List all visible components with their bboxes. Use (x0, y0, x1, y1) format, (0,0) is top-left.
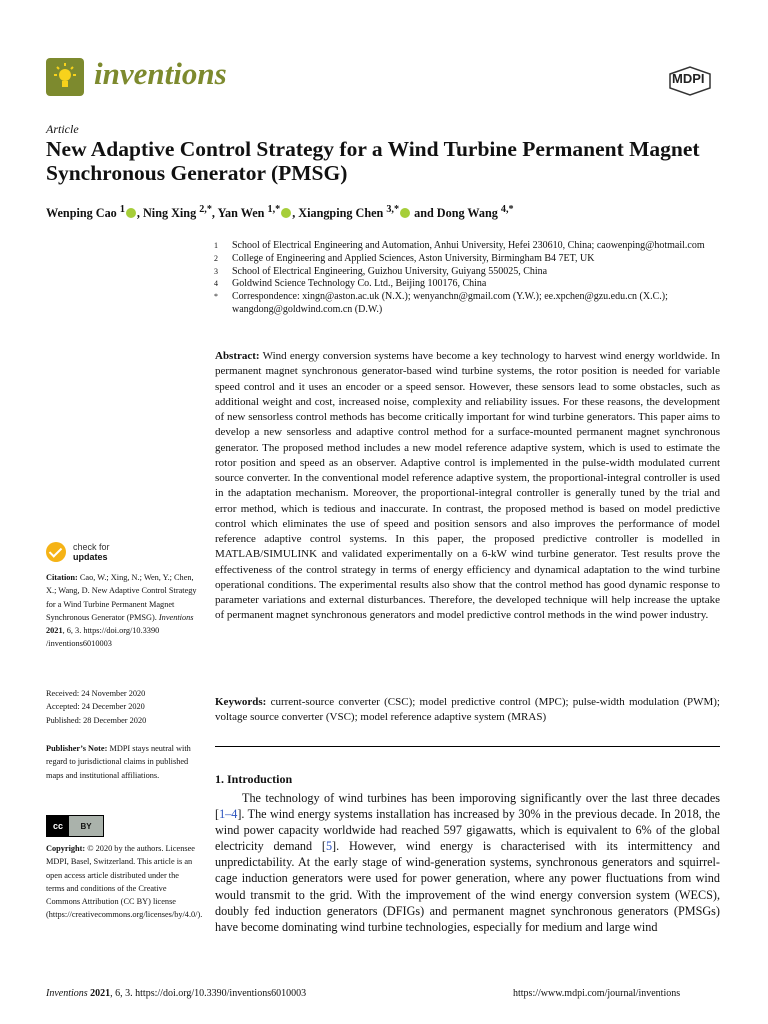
affiliation-item: 1 School of Electrical Engineering and Automation, Anhui University, Hefei 230610, China; caowenping@hotmail.com (214, 240, 705, 251)
affiliations (214, 240, 724, 317)
citation-doi-link[interactable]: , 6, 3. https://doi.org/10.3390 /inventions6010003 (46, 626, 160, 649)
orcid-icon[interactable] (126, 208, 136, 218)
copyright-block: Copyright: © 2020 by the authors. Licensee MDPI, Basel, Switzerland. This article is an open access article distributed under the terms and conditions of the Creative Commons Attribution (CC BY) license (https://creativecommons.org/licenses/by/4.0/). (46, 844, 203, 920)
accepted-date: Accepted: 24 December 2020 (46, 702, 145, 712)
affiliation-item: 2 College of Engineering and Applied Sciences, Aston University, Birmingham B4 7ET, UK (214, 252, 595, 264)
mdpi-logo-text: MDPI (672, 71, 705, 86)
keywords-label: Keywords: (215, 696, 267, 708)
intro-paragraph: The technology of wind turbines has been imporoving significantly over the last three decades [1–4]. The wind energy systems installation has increased by 30% in the previous decade. In 2018, the wind power capacity worldwide had reached 597 gigawatts, which is equivalent to 6% of the global electricity demand [5]. However, wind energy is characterised with its intermittency and unpredictability. At the early stage of wind-generation systems, synchronous generators and squirrel-cage induction generators were used for power generation, where any power fluctuations from wind would transmit to the grid. With the improvement of the wind energy conversion system (WECS), doubly fed induction generators (DFIGs) and permanent magnet synchronous generators (PMSGs) have become dominating wind turbine technologies, especially for medium and large wind (215, 791, 721, 934)
author-list: Wenping Cao $^1$ , Ning Xing $^{2,*}$, Yan Wen $^{1,*}$ , Xiangping Chen $^{3,*}$ and Dong Wang $^{4,*}$ (46, 204, 514, 221)
abstract-text: Wind energy conversion systems have become a key technology to harvest wind energy worldwide. In permanent magnet synchronous generator-based wind turbine systems, the rotor position is needed for variable speed control and it uses an encoder or a speed sensor. However, these sensors lead to some obstacles, such as additional weight and cost, increased noise, complexity and reliability issues. For these reasons, the development of new sensorless control methods has become critically important for wind turbine generators. This paper aims to develop a new sensorless and adaptive control method for a surface-mounted permanent magnet synchronous generator. The proposed method includes a new model reference adaptive system, which is used to estimate the rotor position and speed as an observer. Adaptive control is implemented in the pulse-width modulated current source converter. In the conventional model reference adaptive system, the proportional-integral controller is used in the adaptation mechanism. Moreover, the proportional-integral controller is generally tuned by the trial and error method, which is tedious and inaccurate. In contrast, the proposed method is based on model predictive control which eliminates the use of speed and position sensors and also improves the performance of model reference adaptive control systems. In this paper, the proposed predictive controller is modelled in MATLAB/SIMULINK and validated experimentally on a 6-kW wind turbine generator. Test results prove the effectiveness of the control strategy in terms of energy efficiency and dynamical adaptation to the wind turbine operational conditions. The experimental results also show that the control method has good dynamic response to parameter variations and external disturbances. Therefore, the developed technique will help increase the uptake of permanent magnet synchronous generators and model predictive control methods in the wind power industry. (215, 350, 720, 622)
journal-logo-icon (46, 58, 84, 96)
publisher-note: Publisher’s Note: MDPI stays neutral with regard to jurisdictional claims in published maps and institutional affiliations. (46, 744, 191, 780)
footer-citation: Inventions 2021, 6, 3. https://doi.org/10.3390/inventions6010003 (46, 988, 307, 999)
citation-link[interactable]: 5 (325, 839, 333, 854)
author-name: Dong Wang (436, 206, 498, 221)
author-sup: 2,* (199, 204, 212, 215)
abstract-label: Abstract: (215, 350, 260, 362)
author-name: Xiangping Chen (298, 206, 384, 221)
citation-link[interactable]: 1–4 (219, 807, 238, 822)
section-divider (215, 746, 720, 747)
affiliation-item: 4 Goldwind Science Technology Co. Ltd., Beijing 100176, China (214, 278, 487, 290)
author-name: Wenping Cao (46, 206, 117, 221)
orcid-icon[interactable] (281, 208, 291, 218)
orcid-icon[interactable] (400, 208, 410, 218)
author-sup: 1,* (267, 204, 281, 215)
author-name: Yan Wen (217, 206, 265, 221)
citation-block: Citation: Cao, W.; Xing, N.; Wen, Y.; Chen, X.; Wang, D. New Adaptive Control Strategy for a Wind Turbine Permanent Magnet Synchronous Generator (PMSG). Inventions 2021, 6, 3. https://doi.org/10.3390 /inventions6010003 (46, 573, 197, 649)
cc-by-license-icon[interactable]: cc BY (46, 815, 104, 837)
citation-label: Citation: (46, 573, 78, 582)
keywords (215, 695, 720, 726)
abstract (215, 349, 720, 624)
correspondence-item: * Correspondence: xingn@aston.ac.uk (N.X.); wenyanchn@gmail.com (Y.W.); ee.xpchen@gzu.edu.cn (X.C.); wangdong@goldwind.com.cn (D.W.) (214, 291, 668, 315)
article-type: Article (46, 122, 79, 136)
author-sup: 1 (119, 204, 125, 215)
affiliation-item: 3 School of Electrical Engineering, Guizhou University, Guiyang 550025, China (214, 265, 548, 277)
author-name: Ning Xing (143, 206, 197, 221)
journal-name[interactable]: inventions (94, 56, 227, 91)
section-heading: 1. Introduction (215, 772, 293, 786)
check-updates-icon (46, 542, 66, 562)
dates-block (46, 687, 198, 727)
check-for-updates-badge[interactable]: check for updates (46, 542, 110, 562)
author-sup: 3,* (386, 204, 400, 215)
author-sup: 4,* (500, 204, 514, 215)
footer-journal-url[interactable]: https://www.mdpi.com/journal/inventions (513, 988, 681, 999)
paper-title: New Adaptive Control Strategy for a Wind Turbine Permanent Magnet Synchronous Generator (PMSG) (46, 137, 700, 185)
published-date: Published: 28 December 2020 (46, 715, 147, 725)
received-date: Received: 24 November 2020 (46, 689, 146, 698)
keywords-text: current-source converter (CSC); model predictive control (MPC); pulse-width modulation (PWM); voltage source converter (VSC); model reference adaptive system (MRAS) (215, 696, 720, 724)
